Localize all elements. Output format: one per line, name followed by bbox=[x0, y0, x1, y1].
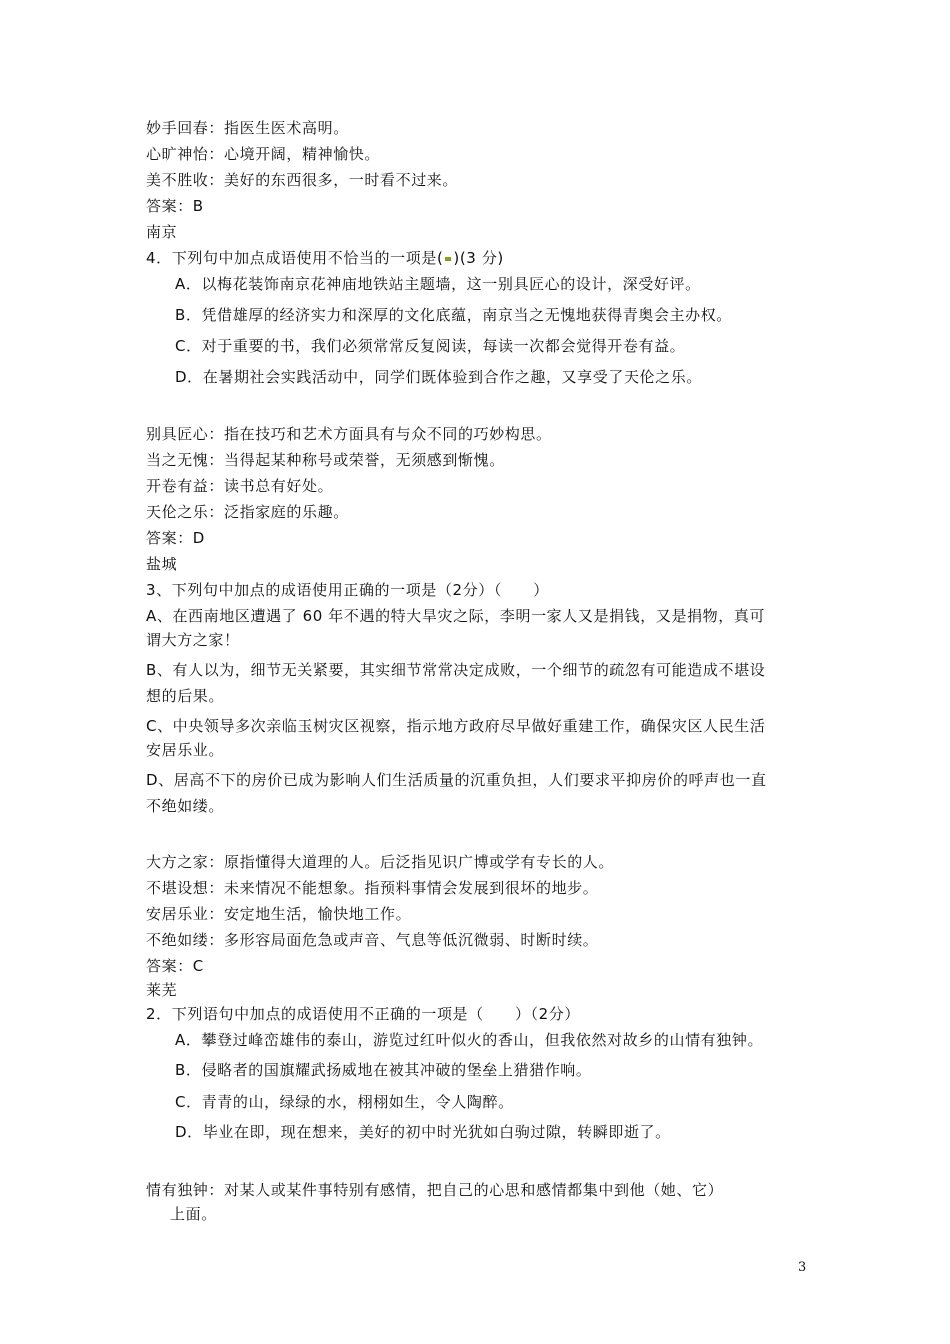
option-line: B、有人以为，细节无关紧要，其实细节常常决定成败，一个细节的疏忽有可能造成不堪设 bbox=[146, 661, 766, 679]
definition-line: 大方之家：原指懂得大道理的人。后泛指见识广博或学有专长的人。 bbox=[146, 853, 615, 871]
section-heading: 莱芜 bbox=[146, 981, 178, 999]
option-line: A、在西南地区遭遇了 60 年不遇的特大旱灾之际，李明一家人又是捐钱，又是捐物，真可 bbox=[146, 607, 766, 625]
definition-line: 别具匠心：指在技巧和艺术方面具有与众不同的巧妙构思。 bbox=[146, 425, 552, 443]
section-heading: 盐城 bbox=[146, 555, 178, 573]
definition-line: 开卷有益：读书总有好处。 bbox=[146, 477, 334, 495]
option-line: B．侵略者的国旗耀武扬威地在被其冲破的堡垒上猎猎作响。 bbox=[175, 1061, 592, 1079]
definition-line: 当之无愧：当得起某种称号或荣誉，无须感到惭愧。 bbox=[146, 451, 505, 469]
definition-line: 安居乐业：安定地生活，愉快地工作。 bbox=[146, 905, 412, 923]
option-line: C．对于重要的书，我们必须常常反复阅读，每读一次都会觉得开卷有益。 bbox=[175, 337, 686, 355]
page-number: 3 bbox=[798, 1260, 807, 1275]
question-line: 3、下列句中加点的成语使用正确的一项是（2分）（ ） bbox=[146, 581, 549, 599]
edit-mark-icon bbox=[445, 257, 451, 261]
option-line: 谓大方之家！ bbox=[146, 631, 240, 649]
question-score: )(3 分) bbox=[453, 249, 504, 267]
question-text: 4．下列句中加点成语使用不恰当的一项是( bbox=[146, 249, 444, 267]
answer-line: 答案：B bbox=[146, 197, 204, 215]
option-line: C．青青的山，绿绿的水，栩栩如生，令人陶醉。 bbox=[175, 1093, 514, 1111]
option-line: B．凭借雄厚的经济实力和深厚的文化底蕴，南京当之无愧地获得青奥会主办权。 bbox=[175, 306, 732, 324]
option-line: D、居高不下的房价已成为影响人们生活质量的沉重负担，人们要求平抑房价的呼声也一直 bbox=[146, 771, 767, 789]
option-line: D．在暑期社会实践活动中，同学们既体验到合作之趣，又享受了天伦之乐。 bbox=[175, 368, 702, 386]
text-line: 心旷神怡：心境开阔，精神愉快。 bbox=[146, 145, 381, 163]
option-line: A．攀登过峰峦雄伟的泰山，游览过红叶似火的香山，但我依然对故乡的山情有独钟。 bbox=[175, 1031, 764, 1049]
option-line: D．毕业在即，现在想来，美好的初中时光犹如白驹过隙，转瞬即逝了。 bbox=[175, 1123, 671, 1141]
text-line: 妙手回春：指医生医术高明。 bbox=[146, 119, 349, 137]
definition-line: 情有独钟：对某人或某件事特别有感情，把自己的心思和感情都集中到他（她、它） bbox=[146, 1181, 724, 1199]
question-line bbox=[146, 248, 504, 268]
option-line: A．以梅花装饰南京花神庙地铁站主题墙，这一别具匠心的设计，深受好评。 bbox=[175, 275, 701, 293]
definition-line: 上面。 bbox=[170, 1205, 217, 1223]
option-line: 想的后果。 bbox=[146, 687, 225, 705]
section-heading: 南京 bbox=[146, 223, 178, 241]
definition-line: 不绝如缕：多形容局面危急或声音、气息等低沉微弱、时断时续。 bbox=[146, 931, 599, 949]
definition-line: 天伦之乐：泛指家庭的乐趣。 bbox=[146, 503, 349, 521]
option-line: C、中央领导多次亲临玉树灾区视察，指示地方政府尽早做好重建工作，确保灾区人民生活 bbox=[146, 717, 766, 735]
definition-line: 不堪设想：未来情况不能想象。指预料事情会发展到很坏的地步。 bbox=[146, 879, 599, 897]
answer-line: 答案：C bbox=[146, 957, 204, 975]
option-line: 安居乐业。 bbox=[146, 741, 225, 759]
text-line: 美不胜收：美好的东西很多，一时看不过来。 bbox=[146, 171, 459, 189]
answer-line: 答案：D bbox=[146, 529, 205, 547]
option-line: 不绝如缕。 bbox=[146, 797, 225, 815]
question-line: 2．下列语句中加点的成语使用不正确的一项是（ ）（2分） bbox=[146, 1005, 580, 1023]
